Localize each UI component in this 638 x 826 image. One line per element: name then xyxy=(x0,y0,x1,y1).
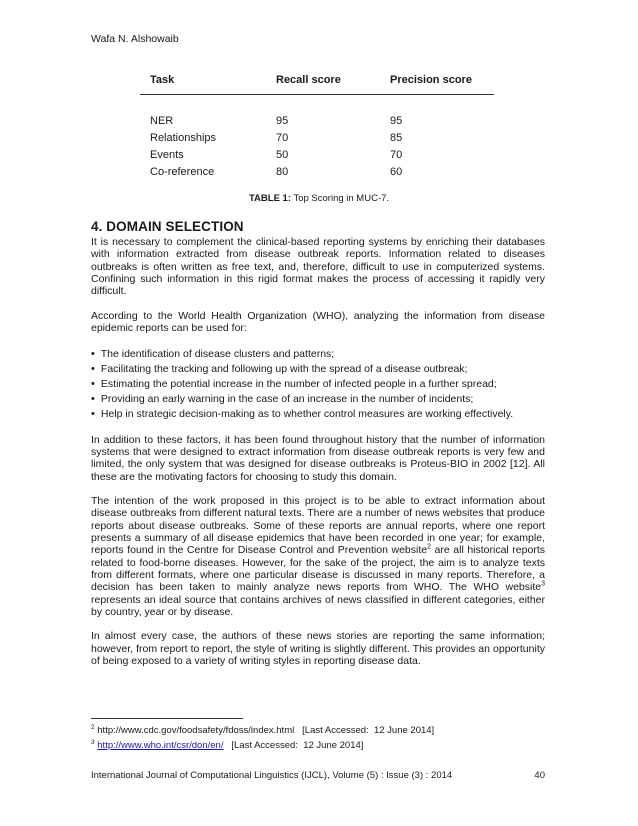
paragraph-1: It is necessary to complement the clinical-based reporting systems by enriching their databases with information extracted from disease outbreak reports. Information related to diseases outbreaks is often written as free text, and, therefore, difficult to use in computerized systems. Confining such information in this rigid format makes the process of accessing it rapidly very difficult. xyxy=(91,236,545,298)
cell-precision: 95 xyxy=(390,115,403,127)
footnote-number: 2 xyxy=(91,724,95,731)
column-header-recall: Recall score xyxy=(266,70,380,95)
cell-recall: 70 xyxy=(276,132,289,144)
cell-recall: 80 xyxy=(276,166,289,178)
column-header-precision: Precision score xyxy=(380,70,494,95)
journal-citation: International Journal of Computational Linguistics (IJCL), Volume (5) : Issue (3) : 2014 xyxy=(91,770,453,781)
cell-task: Relationships xyxy=(150,132,217,144)
footnote-accessed: [Last Accessed: 12 June 2014] xyxy=(294,725,435,737)
table-caption-text: Top Scoring in MUC-7. xyxy=(293,193,390,204)
cell-task: Events xyxy=(150,149,184,161)
bullet-icon: • xyxy=(91,407,95,420)
paragraph-5: In almost every case, the authors of these news stories are reporting the same information; however, from report to report, the style of writing is slightly different. This provides an opportunity of being exposed to a variety of writing styles in reporting disease data. xyxy=(91,630,545,668)
section-body xyxy=(91,236,545,680)
table-row xyxy=(140,95,494,131)
cell-task: Co-reference xyxy=(150,166,215,178)
list-item: • Estimating the potential increase in the number of infected people in a further spread; xyxy=(91,377,497,390)
bullet-list xyxy=(91,347,545,422)
table-caption-label: TABLE 1: xyxy=(248,193,291,204)
footnote-ref-3[interactable]: 3 xyxy=(541,580,545,588)
footnote-number: 3 xyxy=(91,739,95,746)
column-header-task: Task xyxy=(140,70,266,95)
cell-recall: 50 xyxy=(276,149,289,161)
table-row xyxy=(140,147,494,164)
list-item: • Facilitating the tracking and following up with the spread of a disease outbreak; xyxy=(91,362,468,375)
table-row xyxy=(140,130,494,147)
list-item: • Providing an early warning in the case of an increase in the number of incidents; xyxy=(91,392,474,405)
paragraph-3: In addition to these factors, it has been found throughout history that the number of information systems that were designed to extract information from disease outbreak reports is very few and limited, the only system that was designed for disease outbreaks is Proteus-BIO in 2002 [12]. All these are the motivating factors for choosing to study this domain. xyxy=(91,433,545,483)
footnote-divider xyxy=(91,718,243,719)
footnote-url: http://www.cdc.gov/foodsafety/fdoss/index.html xyxy=(97,725,295,737)
page-number: 40 xyxy=(534,770,545,781)
table-caption xyxy=(0,193,638,204)
bullet-icon: • xyxy=(91,377,95,390)
footnote-ref-2[interactable]: 2 xyxy=(427,543,431,551)
table-header-row xyxy=(140,70,494,95)
page-footer xyxy=(91,770,545,781)
footnote-link[interactable]: http://www.who.int/csr/don/en/ xyxy=(97,740,224,752)
bullet-icon: • xyxy=(91,392,95,405)
cell-recall: 95 xyxy=(276,115,289,127)
bullet-icon: • xyxy=(91,347,95,360)
footnote-2 xyxy=(91,724,434,736)
cell-precision: 70 xyxy=(390,149,403,161)
list-item: • The identification of disease clusters and patterns; xyxy=(91,347,335,360)
running-header-author: Wafa N. Alshowaib xyxy=(91,33,179,45)
bullet-icon: • xyxy=(91,362,95,375)
paragraph-2: According to the World Health Organization (WHO), analyzing the information from disease epidemic reports can be used for: xyxy=(91,309,545,335)
results-table xyxy=(140,70,494,181)
cell-precision: 60 xyxy=(390,166,403,178)
paragraph-4: The intention of the work proposed in this project is to be able to extract information about disease outbreaks from different natural texts. There are a number of news websites that produce reports about disease outbreaks. Some of these reports are annual reports, where one report presents a summary of all disease epidemics that have been recorded in one year; for example, reports found in the Centre for Disease Control and Prevention website$^2$ are all historical reports related to food-borne diseases. However, for the sake of the project, the aim is to analyze texts from different formats, where one particular disease is discussed in many reports. Therefore, a decision has been taken to mainly analyze news reports from WHO. The WHO website$^3$ represents an ideal source that contains archives of news classified in different categories, either by country, year or by disease. xyxy=(91,495,545,618)
table-row xyxy=(140,164,494,181)
footnote-3 xyxy=(91,739,363,751)
list-item: • Help in strategic decision-making as to whether control measures are working effectively. xyxy=(91,407,514,420)
footnote-accessed: [Last Accessed: 12 June 2014] xyxy=(223,740,364,752)
cell-precision: 85 xyxy=(390,132,403,144)
cell-task: NER xyxy=(150,115,174,127)
section-heading: 4. DOMAIN SELECTION xyxy=(91,219,244,234)
